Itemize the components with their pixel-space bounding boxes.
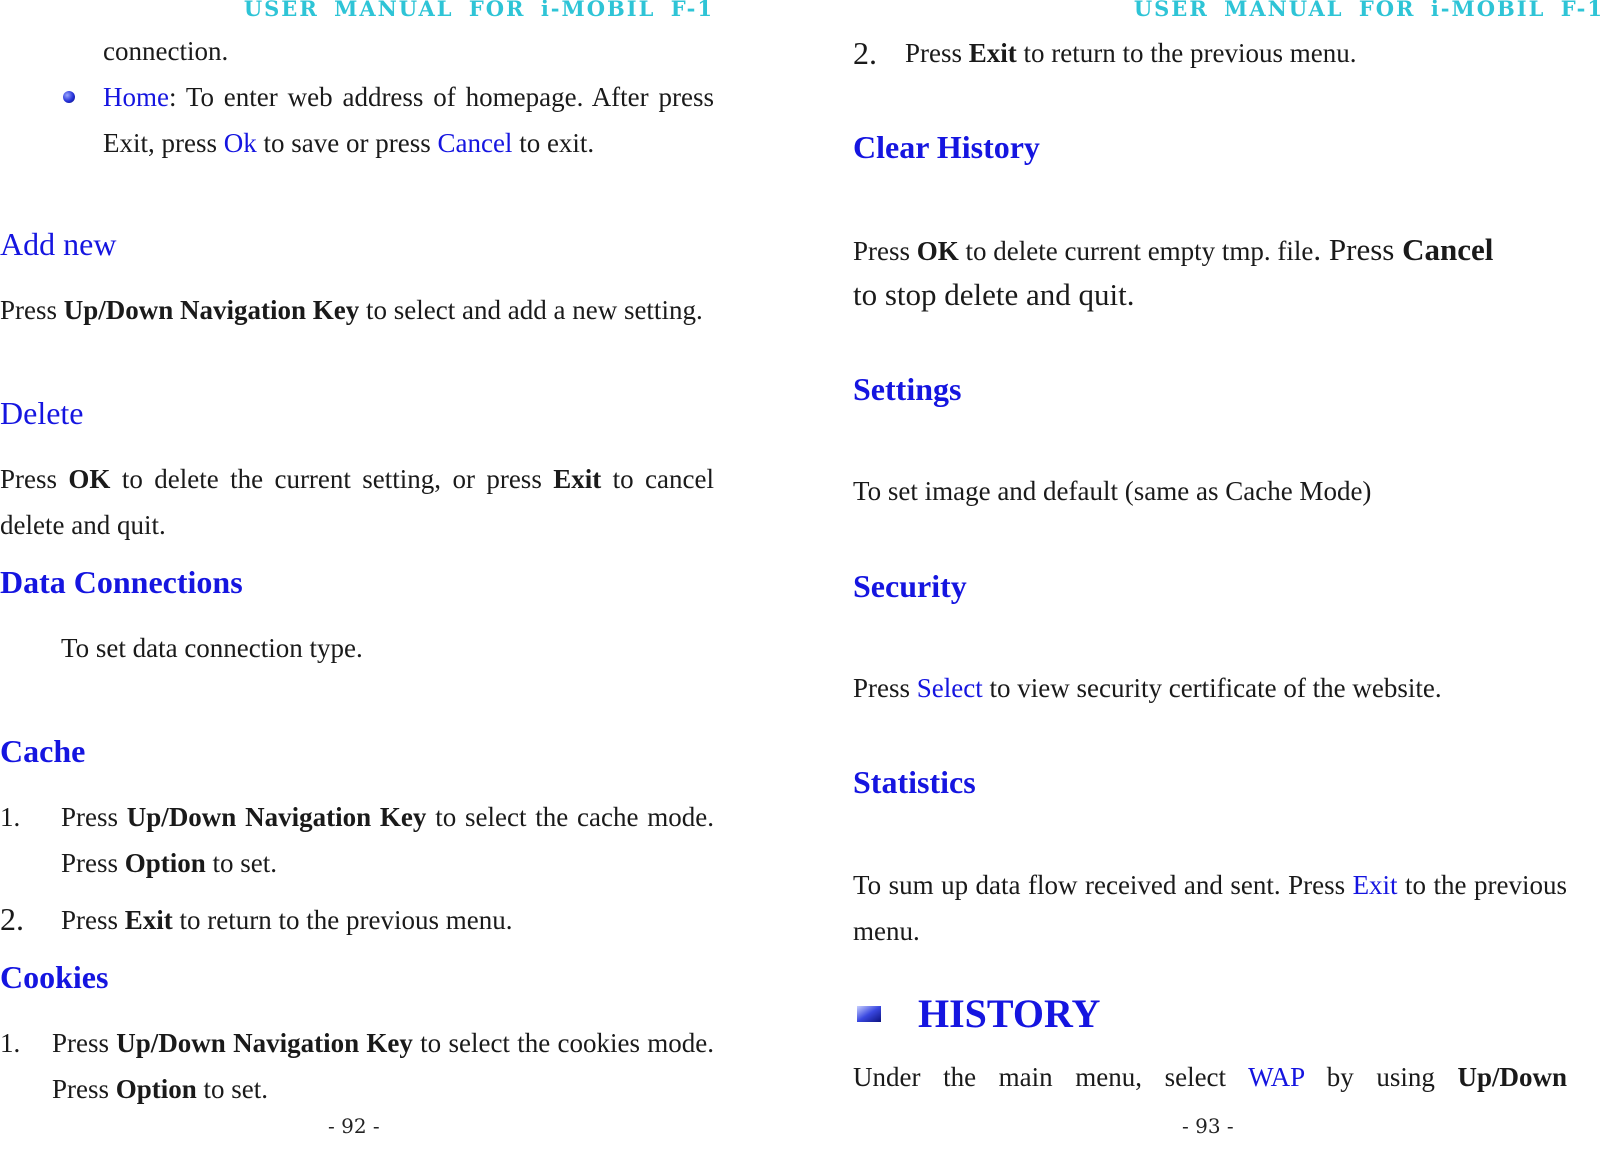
page-92 (0, 0, 740, 1168)
clear-history-line-2: to stop delete and quit. (853, 277, 1135, 312)
list-number: 2. (853, 35, 877, 71)
statistics-text: To sum up data flow received and sent. Press Exit to the previous menu. (853, 870, 1567, 946)
page-header: USER MANUAL FOR i-MOBIL F-1 (1133, 0, 1604, 21)
list-number: 1. (0, 1028, 21, 1058)
section-square-icon (856, 1005, 882, 1023)
page-header: USER MANUAL FOR i-MOBIL F-1 (243, 0, 714, 21)
add-new-text: Press Up/Down Navigation Key to select and add a new setting. (0, 295, 703, 325)
page-number: - 92 - (328, 1114, 380, 1138)
heading-history: HISTORY (918, 991, 1101, 1036)
delete-text: Press OK to delete the current setting, or press Exit to cancel delete and quit. (0, 464, 714, 540)
heading-statistics: Statistics (853, 764, 976, 800)
ok-term: Ok (223, 128, 257, 158)
cancel-term: Cancel (437, 128, 513, 158)
security-text: Press Select to view security certificate of the website. (853, 673, 1442, 703)
history-text: Under the main menu, select WAP by using Up/Down (853, 1062, 1568, 1092)
heading-add-new: Add new (0, 226, 117, 262)
cache-item-1-text: Press Up/Down Navigation Key to select the cache mode. Press Option to set. (61, 802, 714, 878)
home-term: Home (103, 82, 169, 112)
data-connections-text: To set data connection type. (61, 633, 363, 663)
wap-term: WAP (1248, 1062, 1305, 1092)
cache-item-2-text: Press Exit to return to the previous menu. (61, 905, 513, 935)
heading-delete: Delete (0, 395, 84, 431)
return-item-text: Press Exit to return to the previous menu. (905, 38, 1357, 68)
settings-text: To set image and default (same as Cache Mode) (853, 476, 1372, 506)
cookies-item-1-text: Press Up/Down Navigation Key to select the cookies mode. Press Option to set. (52, 1028, 714, 1104)
heading-settings: Settings (853, 371, 962, 407)
heading-data-connections: Data Connections (0, 564, 243, 600)
heading-cache: Cache (0, 733, 86, 769)
heading-security: Security (853, 568, 967, 604)
clear-history-line-1: Press OK to delete current empty tmp. file. Press Cancel (853, 232, 1494, 267)
home-bullet-text: Home: To enter web address of homepage. After press Exit, press Ok to save or press Cancel to exit. (103, 82, 714, 158)
heading-clear-history: Clear History (853, 129, 1040, 165)
bullet-icon (63, 91, 75, 103)
select-term: Select (916, 673, 983, 703)
exit-term: Exit (1352, 870, 1398, 900)
continued-text: connection. (103, 36, 229, 66)
list-number: 2. (0, 901, 24, 937)
page-93 (853, 0, 1612, 1168)
list-number: 1. (0, 802, 21, 832)
heading-cookies: Cookies (0, 959, 109, 995)
page-number: - 93 - (1182, 1114, 1234, 1138)
